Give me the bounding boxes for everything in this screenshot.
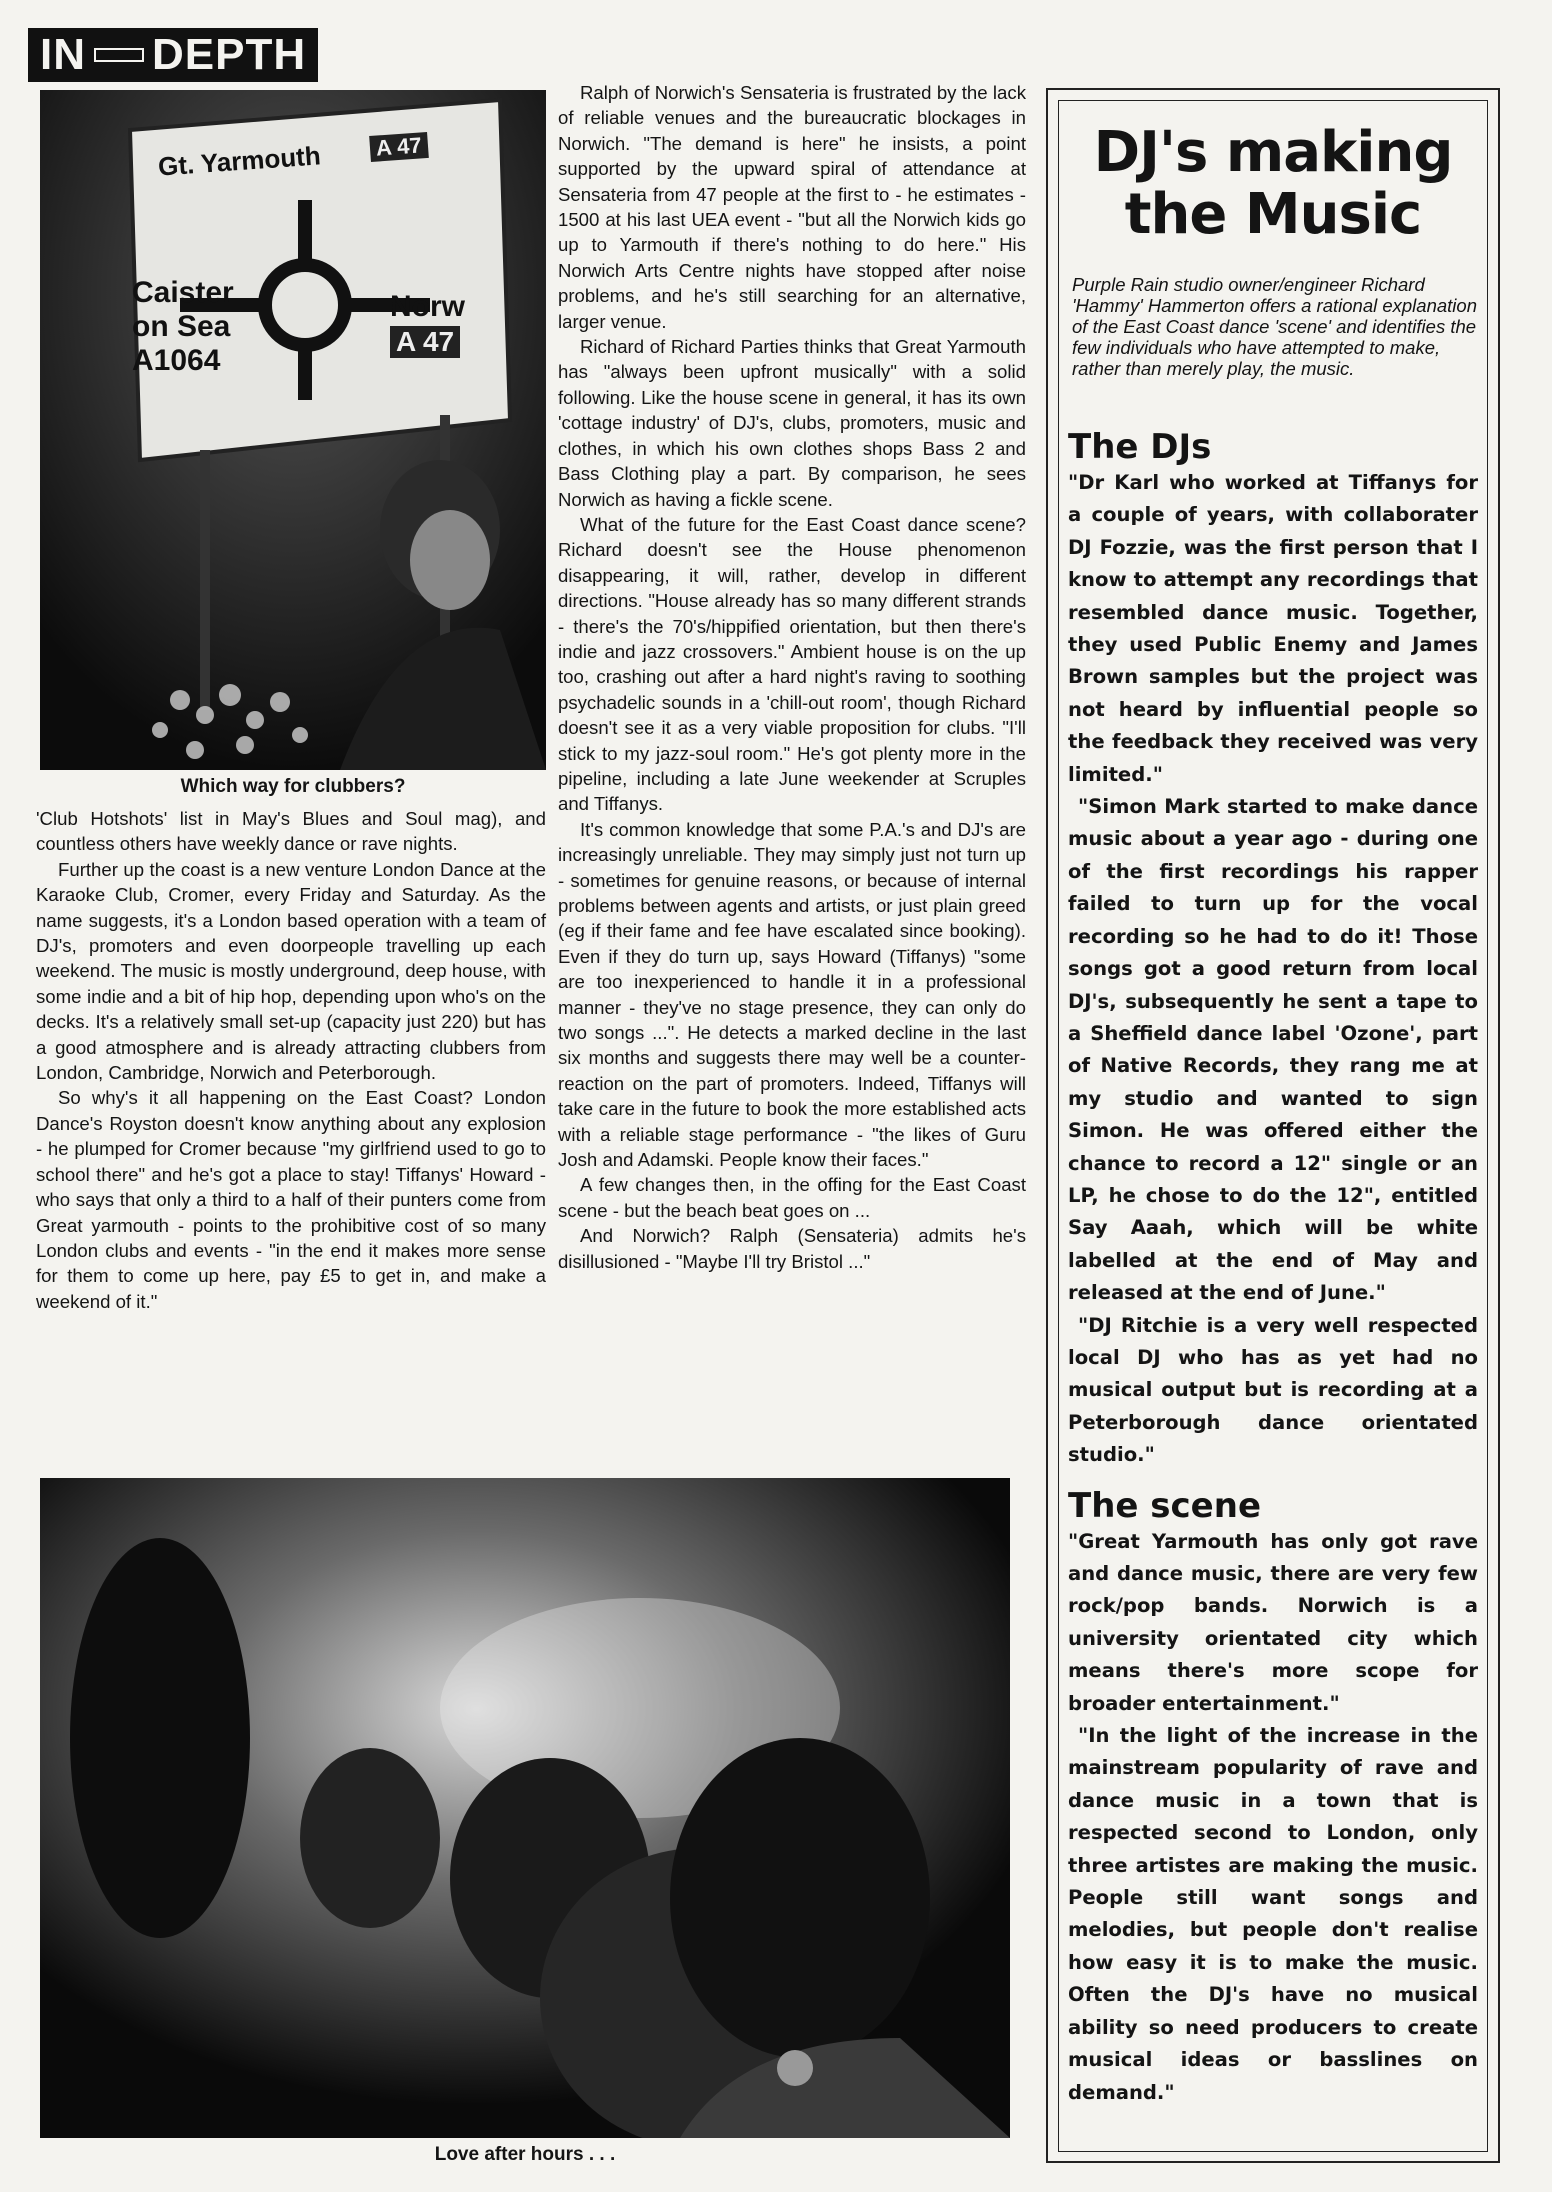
- sign-top-road: A 47: [369, 132, 428, 162]
- photo-top-caption: Which way for clubbers?: [180, 776, 406, 797]
- sign-right-road: A 47: [390, 326, 460, 358]
- photo-bottom-caption: Love after hours . . .: [434, 2144, 616, 2165]
- sign-left-line2: on Sea: [132, 310, 231, 343]
- djs-para-1: "Dr Karl who worked at Tiffanys for a couple of years, with collaborater DJ Fozzie, was the first person that I know to attempt any recordings that resembled dance music. Together, they used Public Enemy and James Brown samples but the project was not heard by influential people so the feedback they received was very limited.": [1068, 471, 1478, 786]
- sidebar-heading-scene: The scene: [1068, 1485, 1262, 1526]
- col1-para-1: 'Club Hotshots' list in May's Blues and Soul mag), and countless others have weekly dance or rave nights.: [36, 808, 546, 855]
- road-sign-illustration: [40, 90, 546, 770]
- sidebar-heading-djs: The DJs: [1068, 427, 1212, 467]
- sidebar-title-line2: the Music: [1124, 182, 1422, 247]
- sign-right-line1: Norw: [390, 290, 465, 323]
- col1-para-3: So why's it all happening on the East Coast? London Dance's Royston doesn't know anything about any explosion - he plumped for Cromer because "my girlfriend used to go to school there" and he's got a place to stay! Tiffanys' Howard - who says that only a third to a half of their punters come from Great yarmouth - points to the prohibitive cost of so many London clubs and events - "in the end it makes more sense for them to come up here, pay £5 to get in, and make a weekend of it.": [36, 1087, 546, 1312]
- scene-para-1: "Great Yarmouth has only got rave and dance music, there are very few rock/pop bands. Norwich is a university orientated city which means there's more scope for broader entertainment.": [1068, 1529, 1478, 1715]
- col2-para-2: Richard of Richard Parties thinks that Great Yarmouth has "always been upfront musically" with a solid following. Like the house scene in general, it has its own 'cottage industry' of DJ's, clubs, promoters, music and clothes, in which his own clothes shops Bass 2 and Bass Clothing play a part. By comparison, he sees Norwich as having a fickle scene.: [558, 336, 1026, 510]
- col2-para-5: A few changes then, in the offing for the East Coast scene - but the beach beat goes on ...: [558, 1174, 1026, 1221]
- sign-left-line1: Caister: [132, 276, 234, 309]
- scene-para-2: "In the light of the increase in the mainstream popularity of rave and dance music in a town that is respected second to London, only three artistes are making the music. People still want songs and melodies, but people don't realise how easy it is to make the music. Often the DJ's have no musical ability so need producers to create musical ideas or basslines on demand.": [1068, 1724, 1478, 2104]
- sidebar-intro: Purple Rain studio owner/engineer Richard 'Hammy' Hammerton offers a rational explanation of the East Coast dance 'scene' and identifies the few individuals who have attempted to make, rather than merely play, the music.: [1072, 274, 1477, 379]
- sign-top-text: Gt. Yarmouth: [157, 140, 322, 182]
- djs-para-2: "Simon Mark started to make dance music about a year ago - during one of the first recordings his rapper failed to turn up for the vocal recording so he had to do it! Those songs got a good return from local DJ's, subsequently he sent a tape to a Sheffield dance label 'Ozone', part of Native Records, they rang me at my studio and wanted to sign Simon. He was offered either the chance to record a 12" single or an LP, he chose to do the 12", entitled Say Aaah, which will be white labelled at the end of May and released at the end of June.": [1068, 795, 1478, 1305]
- sidebar-content: [1068, 122, 1478, 2109]
- col2-para-6: And Norwich? Ralph (Sensateria) admits he's disillusioned - "Maybe I'll try Bristol ...": [558, 1225, 1026, 1272]
- masthead-dash: [94, 48, 144, 62]
- photo-club-couple: [40, 1478, 1010, 2138]
- column-2: [558, 80, 1026, 1274]
- masthead-right: DEPTH: [152, 30, 307, 79]
- masthead-left: IN: [40, 30, 86, 79]
- djs-para-3: "DJ Ritchie is a very well respected local DJ who has as yet had no musical output but is recording at a Peterborough dance orientated studio.": [1068, 1313, 1478, 1467]
- club-photo-illustration: [40, 1478, 1010, 2138]
- sidebar-djs-text: [1068, 467, 1478, 1472]
- sign-left-road: A1064: [132, 344, 221, 377]
- column-1: [36, 806, 546, 1314]
- sidebar-scene-text: [1068, 1526, 1478, 2109]
- photo-road-sign: [40, 90, 546, 770]
- col2-para-1: Ralph of Norwich's Sensateria is frustrated by the lack of reliable venues and the bureaucratic blockages in Norwich. "The demand is here" he insists, a point supported by the upward spiral of attendance at Sensateria from 47 people at the first to - he estimates - 1500 at his last UEA event - "but all the Norwich kids go up to Yarmouth if there's nothing to do here." His Norwich Arts Centre nights have stopped after noise problems, and he's still searching for an alternative, larger venue.: [558, 82, 1026, 332]
- sidebar-title: [1068, 122, 1478, 246]
- col1-para-2: Further up the coast is a new venture London Dance at the Karaoke Club, Cromer, every Friday and Saturday. As the name suggests, it's a London based operation with a team of DJ's, promoters and even doorpeople travelling up each weekend. The music is mostly underground, deep house, with some indie and a bit of hip hop, depending upon who's on the decks. It's a relatively small set-up (capacity just 220) but has a good atmosphere and is already attracting clubbers from London, Cambridge, Norwich and Peterborough.: [36, 858, 546, 1084]
- col2-para-3: What of the future for the East Coast dance scene? Richard doesn't see the House phenomenon disappearing, it will, rather, develop in different directions. "House already has so many different strands - there's the 70's/hippified orientation, but then there's indie and jazz crossovers." Ambient house is on the up too, crashing out after a hard night's raving to soothing psychadelic sounds in a 'chill-out room', though Richard doesn't see it as a very viable proposition for clubs. "I'll stick to my jazz-soul room." He's got plenty more in the pipeline, including a late June weekender at Scruples and Tiffanys.: [558, 513, 1026, 815]
- col2-para-4: It's common knowledge that some P.A.'s and DJ's are increasingly unreliable. They may simply just not turn up - sometimes for genuine reasons, or because of internal problems between agents and artists, or just plain greed (eg if their fame and fee have escalated since booking). Even if they do turn up, says Howard (Tiffanys) "some are too inexperienced to handle it in a professional manner - they've no stage presence, they can only do two songs ...". He detects a marked decline in the last six months and suggests there may well be a counter-reaction on the part of promoters. Indeed, Tiffanys will take care in the future to book the more established acts with a reliable stage performance - "the likes of Guru Josh and Adamski. People know their faces.": [558, 818, 1026, 1171]
- sidebar-title-line1: DJ's making: [1093, 120, 1453, 185]
- section-masthead: [28, 28, 318, 82]
